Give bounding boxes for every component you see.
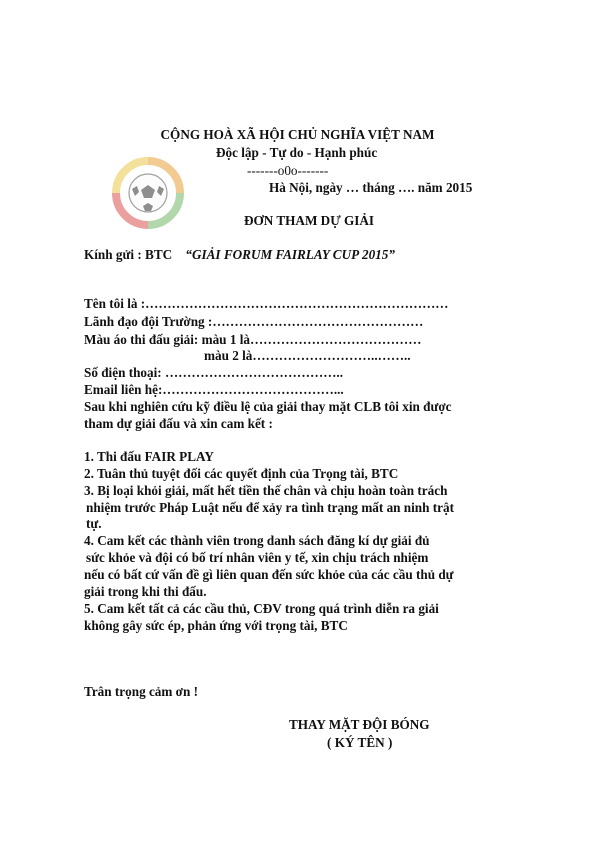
commitment-5-line-2: không gây sức ép, phản ứng với trọng tài, BTC [84,618,348,633]
football-logo-icon [110,155,186,231]
commitment-4-line-2: sức khỏe và đội có bố trí nhân viên y tế, xin chịu trách nhiệm [86,550,429,565]
document-title: ĐƠN THAM DỰ GIẢI [244,213,375,228]
commitment-3-line-3: tự. [86,516,102,531]
separator: -------o0o------- [247,163,329,178]
field-shirt-color-1: Màu áo thi đấu giải: màu 1 là………………………………… [84,332,422,347]
commitment-4-line-1: 4. Cam kết các thành viên trong danh sách đăng kí dự giải đủ [84,533,430,548]
recipient-label: Kính gửi : BTC [84,247,173,262]
recipient [84,246,395,263]
commitment-2: 2. Tuân thủ tuyệt đối các quyết định của Trọng tài, BTC [84,466,399,481]
commitment-5-line-1: 5. Cam kết tất cả các cầu thủ, CĐV trong quá trình diễn ra giải [84,601,439,616]
commitment-3-line-1: 3. Bị loại khỏi giải, mất hết tiền thế chân và chịu hoàn toàn trách [84,483,448,498]
place-date: Hà Nội, ngày … tháng …. năm 2015 [269,180,473,195]
commitment-4-line-4: giải trong khi thi đấu. [84,584,207,599]
commitment-4-line-3: nếu có bất cứ vấn đề gì liên quan đến sức khỏe của các cầu thủ dự [84,567,454,582]
intro-line-1: Sau khi nghiên cứu kỹ điều lệ của giải thay mặt CLB tôi xin được [84,399,452,414]
commitment-1: 1. Thi đấu FAIR PLAY [84,449,214,464]
field-email: Email liên hệ:…………………………………... [84,382,344,397]
field-team-leader: Lãnh đạo đội Trường :………………………………………… [84,314,424,329]
signature-note: ( KÝ TÊN ) [327,735,393,750]
commitment-3-line-2: nhiệm trước Pháp Luật nếu để xảy ra tình trạng mất an ninh trật [86,500,455,515]
field-shirt-color-2: màu 2 là………………………..…….. [204,348,411,363]
country-heading: CỘNG HOÀ XÃ HỘI CHỦ NGHĨA VIỆT NAM [160,127,435,142]
event-name: “GIẢI FORUM FAIRLAY CUP 2015” [185,247,395,262]
signature-title: THAY MẶT ĐỘI BÓNG [289,717,430,732]
motto: Độc lập - Tự do - Hạnh phúc [216,145,378,160]
field-phone: Số điện thoại: ………………………………….. [84,365,344,380]
intro-line-2: tham dự giải đấu và xin cam kết : [84,416,273,431]
field-name: Tên tôi là :…………………………………………………………… [84,296,449,311]
closing: Trân trọng cảm ơn ! [84,684,199,699]
